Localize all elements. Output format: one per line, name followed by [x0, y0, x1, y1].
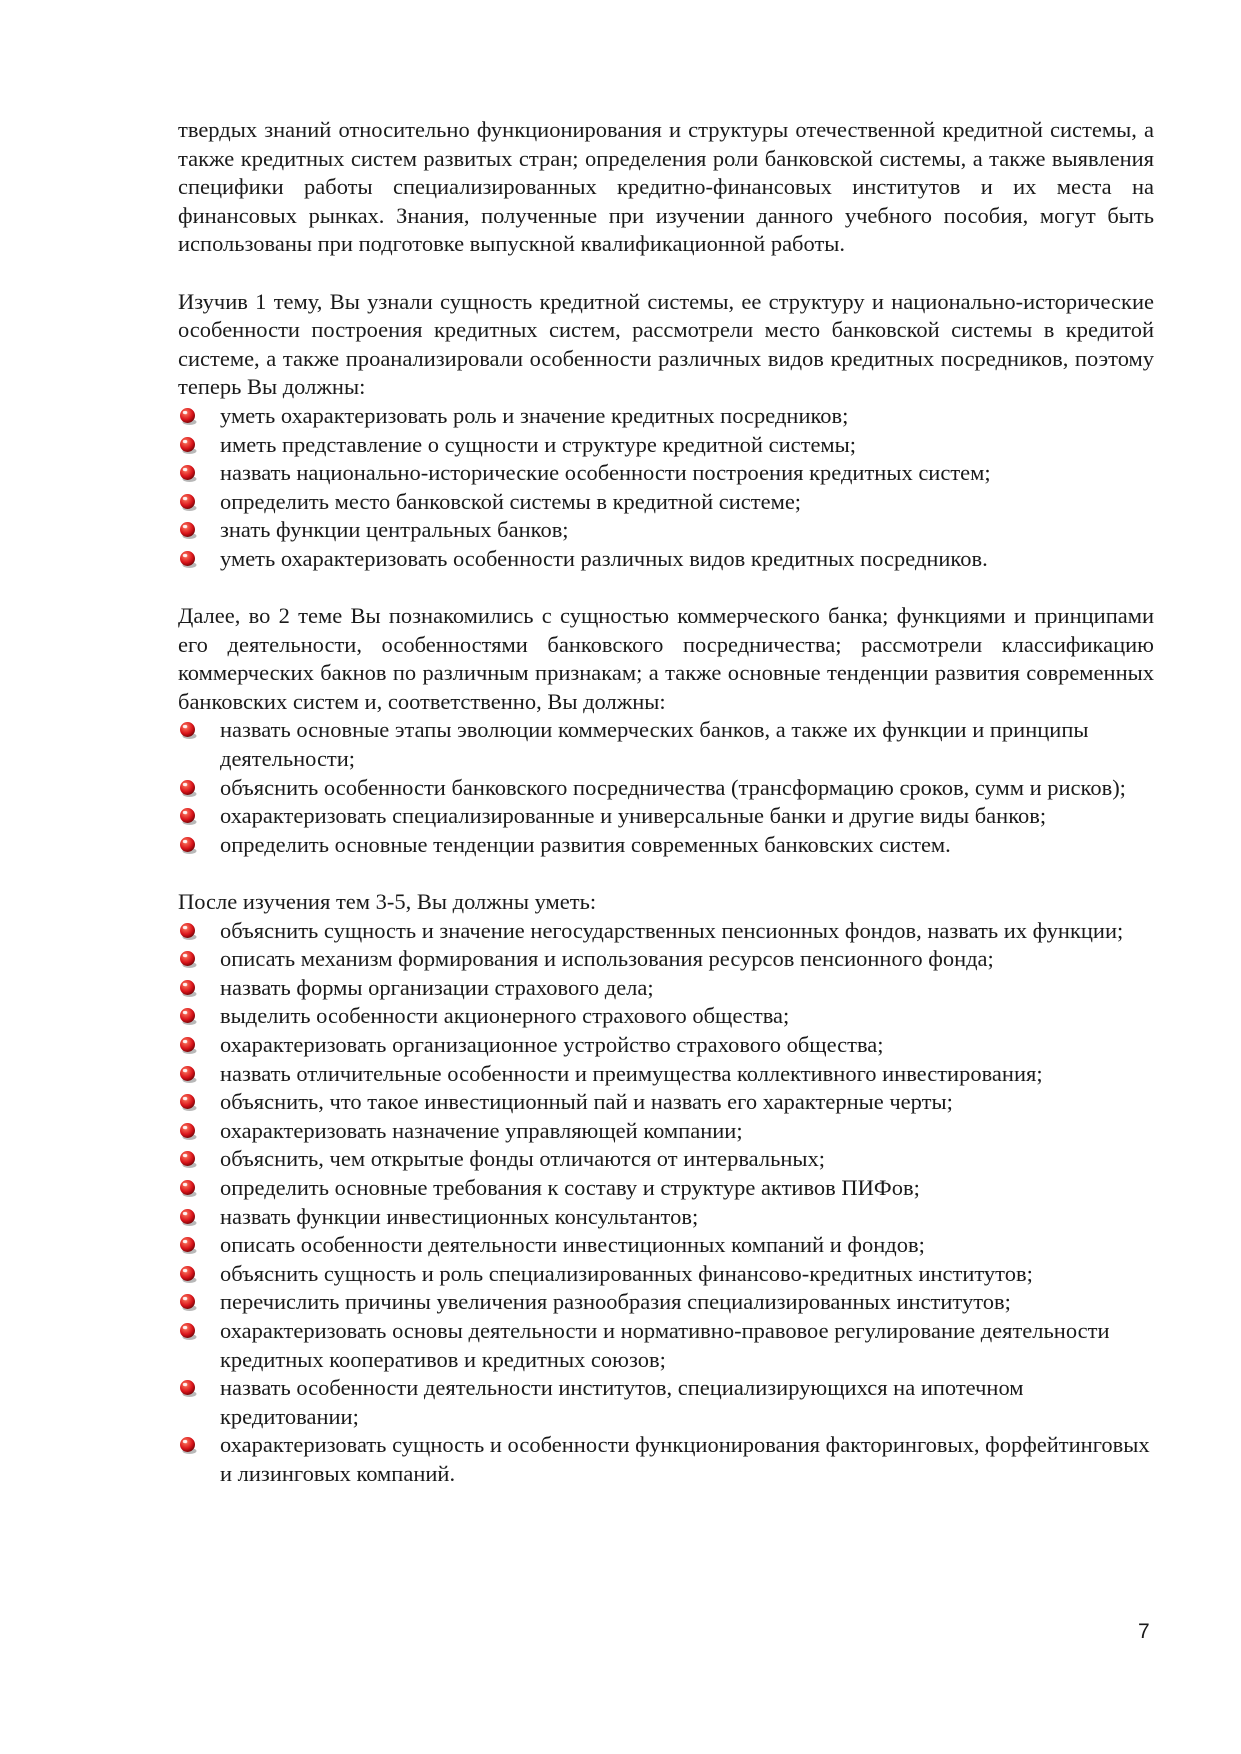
list-item-text: определить основные требования к составу и структуре активов ПИФов;	[220, 1174, 920, 1200]
spacer	[178, 859, 1154, 888]
list-item-text: выделить особенности акционерного страхового общества;	[220, 1003, 790, 1029]
list-item	[178, 1060, 1154, 1089]
list-item	[178, 945, 1154, 974]
red-ball-icon	[178, 949, 198, 969]
list-item-text: перечислить причины увеличения разнообразия специализированных институтов;	[220, 1289, 1011, 1315]
list-item	[178, 917, 1154, 946]
red-ball-icon	[178, 406, 198, 426]
red-ball-icon	[178, 1121, 198, 1141]
list-item-text: назвать основные этапы эволюции коммерческих банков, а также их функции и принципы деятельности;	[220, 717, 1089, 772]
list-item-text: назвать функции инвестиционных консультантов;	[220, 1203, 699, 1229]
list-item	[178, 1145, 1154, 1174]
list-item-text: охарактеризовать сущность и особенности функционирования факторинговых, форфейтинговых и лизинговых компаний.	[220, 1432, 1150, 1486]
list-item	[178, 802, 1154, 831]
list-item-text: объяснить, что такое инвестиционный пай и назвать его характерные черты;	[220, 1089, 953, 1115]
red-ball-icon	[178, 1435, 198, 1455]
red-ball-icon	[178, 1092, 198, 1112]
list-item-text: назвать особенности деятельности институтов, специализирующихся на ипотечном кредитовании;	[220, 1375, 1024, 1429]
red-ball-icon	[178, 1321, 198, 1341]
red-ball-icon	[178, 1292, 198, 1312]
red-ball-icon	[178, 1064, 198, 1084]
red-ball-icon	[178, 806, 198, 826]
list-item	[178, 1031, 1154, 1060]
list-item-text: определить основные тенденции развития современных банковских систем.	[220, 831, 951, 857]
list-item	[178, 1317, 1154, 1374]
intro-paragraph: твердых знаний относительно функционирования и структуры отечественной кредитной системы, а также кредитных систем развитых стран; определения роли банковской системы, а также выявления специфики работы специализированных кредитно-финансовых институтов и их места на финансовых рынках. Знания, полученные при изучении данного учебного пособия, могут быть использованы при подготовке выпускной квалификационной работы.	[178, 117, 1154, 257]
red-ball-icon	[178, 720, 198, 740]
list-item	[178, 1174, 1154, 1203]
red-ball-icon	[178, 1235, 198, 1255]
section2-lead: Далее, во 2 теме Вы познакомились с сущностью коммерческого банка; функциями и принципами его деятельности, особенностями банковского посредничества; рассмотрели классификацию коммерческих бакнов по различным признакам; а также основные тенденции развития современных банковских систем и, соответственно, Вы должны:	[178, 603, 1154, 714]
list-item	[178, 1117, 1154, 1146]
red-ball-icon	[178, 978, 198, 998]
section3-list	[178, 917, 1154, 1489]
list-item-text: описать особенности деятельности инвестиционных компаний и фондов;	[220, 1232, 925, 1258]
red-ball-icon	[178, 1178, 198, 1198]
list-item-text: уметь охарактеризовать роль и значение кредитных посредников;	[220, 402, 849, 428]
red-ball-icon	[178, 1149, 198, 1169]
document-page	[178, 116, 1154, 1489]
list-item-text: назвать формы организации страхового дела;	[220, 974, 654, 1000]
list-item	[178, 1088, 1154, 1117]
list-item	[178, 516, 1154, 545]
red-ball-icon	[178, 1264, 198, 1284]
spacer	[178, 259, 1154, 288]
list-item-text: назвать отличительные особенности и преимущества коллективного инвестирования;	[220, 1060, 1043, 1086]
list-item-text: описать механизм формирования и использования ресурсов пенсионного фонда;	[220, 946, 994, 972]
list-item-text: определить место банковской системы в кредитной системе;	[220, 488, 802, 514]
red-ball-icon	[178, 1035, 198, 1055]
list-item	[178, 774, 1154, 803]
list-item	[178, 1231, 1154, 1260]
section2-list	[178, 716, 1154, 859]
list-item-text: объяснить особенности банковского посредничества (трансформацию сроков, сумм и рисков);	[220, 774, 1126, 800]
section1-lead: Изучив 1 тему, Вы узнали сущность кредитной системы, ее структуру и национально-исторические особенности построения кредитных систем, рассмотрели место банковской системы в кредитой системе, а также проанализировали особенности различных видов кредитных посредников, поэтому теперь Вы должны:	[178, 288, 1154, 400]
list-item	[178, 545, 1154, 574]
red-ball-icon	[178, 463, 198, 483]
section1-list	[178, 402, 1154, 574]
red-ball-icon	[178, 1378, 198, 1398]
list-item	[178, 1260, 1154, 1289]
list-item	[178, 1203, 1154, 1232]
red-ball-icon	[178, 492, 198, 512]
page-number: 7	[1138, 1620, 1150, 1643]
list-item	[178, 974, 1154, 1003]
list-item	[178, 431, 1154, 460]
list-item	[178, 1288, 1154, 1317]
list-item-text: назвать национально-исторические особенности построения кредитных систем;	[220, 460, 991, 486]
red-ball-icon	[178, 520, 198, 540]
red-ball-icon	[178, 921, 198, 941]
list-item-text: знать функции центральных банков;	[220, 517, 569, 543]
list-item	[178, 831, 1154, 860]
list-item-text: объяснить сущность и роль специализированных финансово-кредитных институтов;	[220, 1260, 1033, 1286]
red-ball-icon	[178, 435, 198, 455]
list-item	[178, 1002, 1154, 1031]
list-item-text: объяснить, чем открытые фонды отличаются от интервальных;	[220, 1146, 826, 1172]
list-item-text: охарактеризовать основы деятельности и нормативно-правовое регулирование деятельности кредитных кооперативов и кредитных союзов;	[220, 1317, 1110, 1372]
red-ball-icon	[178, 1006, 198, 1026]
spacer	[178, 574, 1154, 603]
red-ball-icon	[178, 1207, 198, 1227]
red-ball-icon	[178, 549, 198, 569]
section3-lead: После изучения тем 3-5, Вы должны уметь:	[178, 889, 597, 915]
list-item	[178, 459, 1154, 488]
red-ball-icon	[178, 835, 198, 855]
list-item-text: иметь представление о сущности и структуре кредитной системы;	[220, 431, 857, 457]
list-item	[178, 716, 1154, 773]
list-item-text: уметь охарактеризовать особенности различных видов кредитных посредников.	[220, 545, 988, 571]
list-item-text: охарактеризовать организационное устройство страхового общества;	[220, 1032, 884, 1057]
list-item	[178, 1431, 1154, 1488]
list-item	[178, 402, 1154, 431]
list-item	[178, 488, 1154, 517]
list-item	[178, 1374, 1154, 1431]
red-ball-icon	[178, 778, 198, 798]
list-item-text: объяснить сущность и значение негосударственных пенсионных фондов, назвать их функции;	[220, 917, 1124, 943]
list-item-text: охарактеризовать назначение управляющей компании;	[220, 1117, 743, 1143]
list-item-text: охарактеризовать специализированные и универсальные банки и другие виды банков;	[220, 803, 1047, 829]
